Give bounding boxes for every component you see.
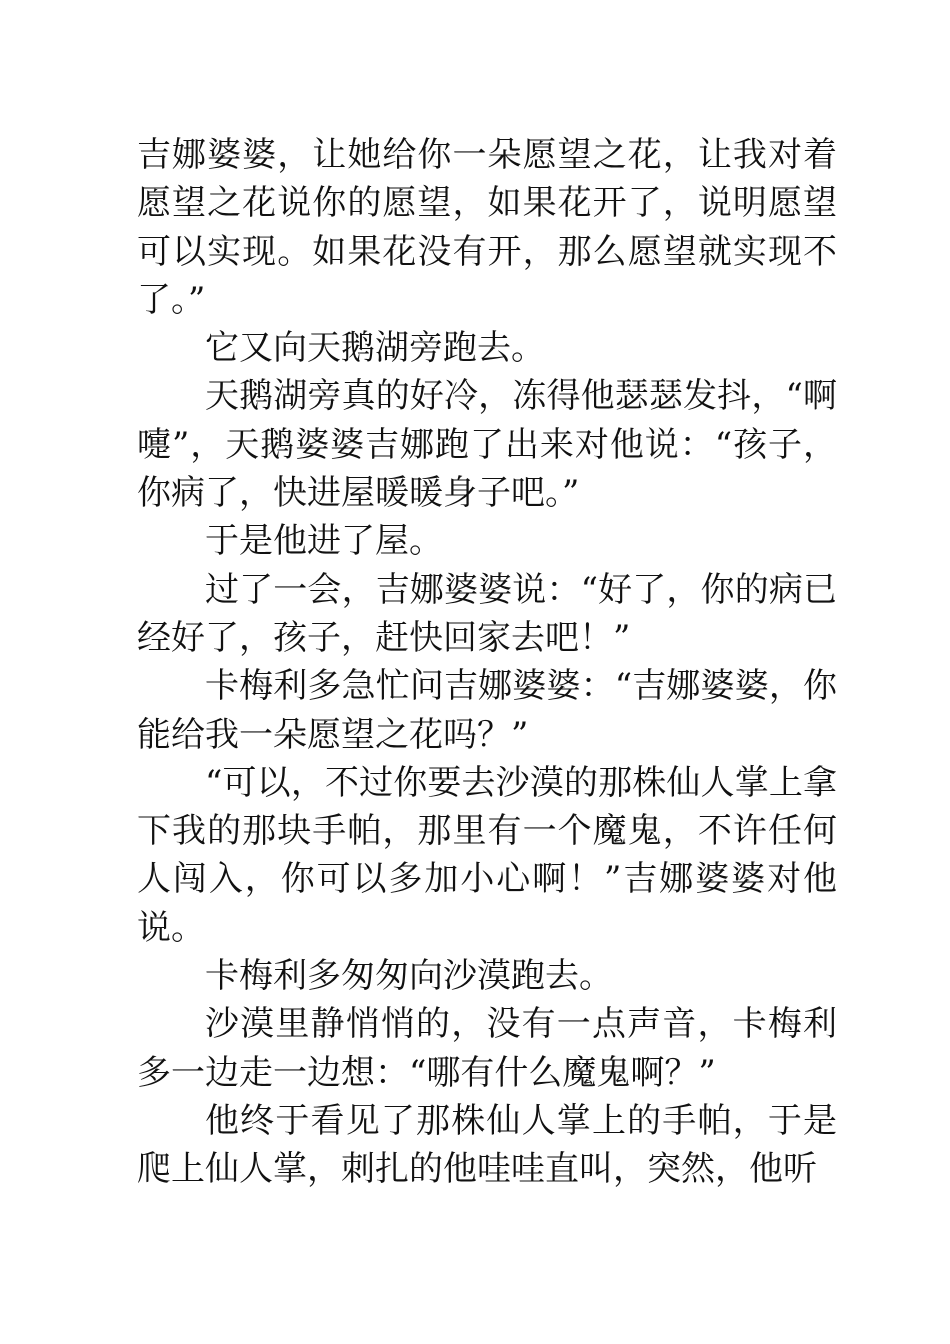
- paragraph-3: 天鹅湖旁真的好冷，冻得他瑟瑟发抖，“啊嚏”，天鹅婆婆吉娜跑了出来对他说：“孩子，你病了，快进屋暖暖身子吧。”: [137, 376, 837, 514]
- paragraph-9: 沙漠里静悄悄的，没有一点声音，卡梅利多一边走一边想：“哪有什么魔鬼啊？”: [137, 1004, 837, 1093]
- document-body: [137, 131, 837, 1194]
- paragraph-7: “可以，不过你要去沙漠的那株仙人掌上拿下我的那块手帕，那里有一个魔鬼，不许任何人闯入，你可以多加小心啊！”吉娜婆婆对他说。: [137, 762, 837, 948]
- paragraph-6: 卡梅利多急忙问吉娜婆婆：“吉娜婆婆，你能给我一朵愿望之花吗？”: [137, 666, 837, 755]
- paragraph-2: 它又向天鹅湖旁跑去。: [205, 328, 545, 369]
- paragraph-1: 吉娜婆婆，让她给你一朵愿望之花，让我对着愿望之花说你的愿望，如果花开了，说明愿望可以实现。如果花没有开，那么愿望就实现不了。”: [137, 135, 837, 320]
- paragraph-5: 过了一会，吉娜婆婆说：“好了，你的病已经好了，孩子，赶快回家去吧！”: [137, 569, 837, 658]
- paragraph-8: 卡梅利多匆匆向沙漠跑去。: [205, 956, 613, 997]
- paragraph-10: 他终于看见了那株仙人掌上的手帕，于是爬上仙人掌，刺扎的他哇哇直叫，突然，他听: [137, 1100, 837, 1190]
- paragraph-4: 于是他进了屋。: [205, 521, 443, 562]
